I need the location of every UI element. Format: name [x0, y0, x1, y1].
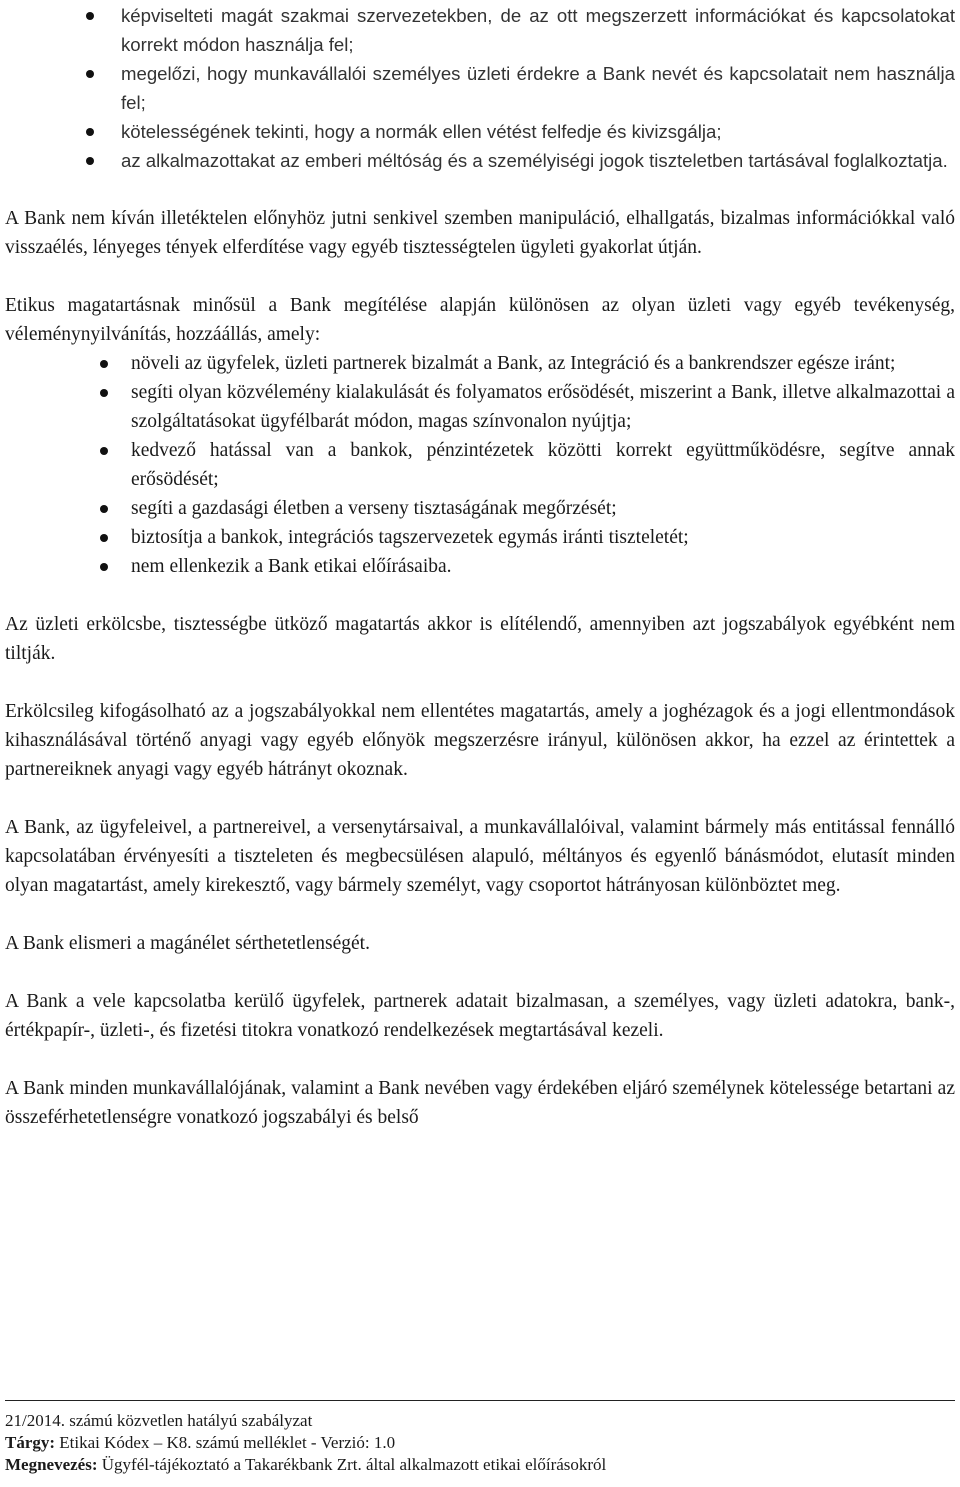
footer-subject-label: Tárgy:: [5, 1433, 56, 1452]
paragraph: A Bank elismeri a magánélet sérthetetlenségét.: [5, 933, 370, 954]
list-item: kötelességének tekinti, hogy a normák ellen vétést felfedje és kivizsgálja;: [5, 117, 955, 146]
paragraph: A Bank a vele kapcsolatba kerülő ügyfelek, partnerek adatait bizalmasan, a személyes, vagy üzleti adatokra, bank-, értékpapír-, üzleti-, és fizetési titokra vonatkozó rendelkezések megtartásával kezeli.: [5, 991, 955, 1041]
bullet-list-ethical: [5, 349, 955, 581]
paragraph-ethical-intro: Etikus magatartásnak minősül a Bank megítélése alapján különösen az olyan üzleti vagy egyéb tevékenység, véleménynyilvánítás, hozzáállás, amely:: [5, 295, 955, 345]
paragraph: A Bank minden munkavállalójának, valamint a Bank nevében vagy érdekében eljáró személynek kötelessége betartani az összeférhetetlenségre vonatkozó jogszabályi és belső: [5, 1078, 955, 1128]
paragraph-manipulation: A Bank nem kíván illetéktelen előnyhöz jutni senkivel szemben manipuláció, elhallgatás, bizalmas információkkal való visszaélés, lényeges tények elferdítése vagy egyéb tisztességtelen ügyleti gyakorlat útján.: [5, 208, 955, 258]
paragraph: Az üzleti erkölcsbe, tisztességbe ütköző magatartás akkor is elítélendő, amennyiben azt jogszabályok egyébként nem tiltják.: [5, 614, 955, 664]
list-item: segíti olyan közvélemény kialakulását és folyamatos erősödését, miszerint a Bank, illetve alkalmazottai a szolgáltatásokat ügyfélbarát módon, magas színvonalon nyújtja;: [5, 378, 955, 436]
list-item: segíti a gazdasági életben a verseny tisztaságának megőrzését;: [5, 494, 955, 523]
page-footer: [5, 1400, 955, 1476]
list-item: képviselteti magát szakmai szervezetekben, de az ott megszerzett információkat és kapcsolatokat korrekt módon használja fel;: [5, 1, 955, 59]
document-page: [5, 0, 955, 1132]
footer-title-value: Ügyfél-tájékoztató a Takarékbank Zrt. által alkalmazott etikai előírásokról: [97, 1455, 607, 1474]
footer-regulation-number: 21/2014. számú közvetlen hatályú szabályzat: [5, 1411, 313, 1430]
bullet-list-top: [5, 1, 955, 175]
footer-subject-value: Etikai Kódex – K8. számú melléklet - Verzió: 1.0: [55, 1433, 396, 1452]
list-item: megelőzi, hogy munkavállalói személyes üzleti érdekre a Bank nevét és kapcsolatait nem használja fel;: [5, 59, 955, 117]
list-item: kedvező hatással van a bankok, pénzintézetek közötti korrekt együttműködésre, segítve annak erősödését;: [5, 436, 955, 494]
footer-title: [5, 1454, 955, 1476]
list-item: az alkalmazottakat az emberi méltóság és a személyiségi jogok tiszteletben tartásával foglalkoztatja.: [5, 146, 955, 175]
footer-title-label: Megnevezés:: [5, 1455, 98, 1474]
paragraph: Erkölcsileg kifogásolható az a jogszabályokkal nem ellentétes magatartás, amely a joghézagok és a jogi ellentmondások kihasználásával történő anyagi vagy egyéb előnyök megszerzésre irányul, különösen akkor, ha ezzel az érintettek a partnereiknek anyagi vagy egyéb hátrányt okoznak.: [5, 701, 955, 780]
footer-subject: [5, 1432, 955, 1454]
list-item: növeli az ügyfelek, üzleti partnerek bizalmát a Bank, az Integráció és a bankrendszer egésze iránt;: [5, 349, 955, 378]
list-item: nem ellenkezik a Bank etikai előírásaiba.: [5, 552, 955, 581]
list-item: biztosítja a bankok, integrációs tagszervezetek egymás iránti tiszteletét;: [5, 523, 955, 552]
paragraph: A Bank, az ügyfeleivel, a partnereivel, a versenytársaival, a munkavállalóival, valamint bármely más entitással fennálló kapcsolatában érvényesíti a tiszteleten és megbecsülésen alapuló, méltányos és egyenlő bánásmódot, elutasít minden olyan magatartást, amely kirekesztő, vagy bármely személyt, vagy csoportot hátrányosan különböztet meg.: [5, 817, 955, 896]
